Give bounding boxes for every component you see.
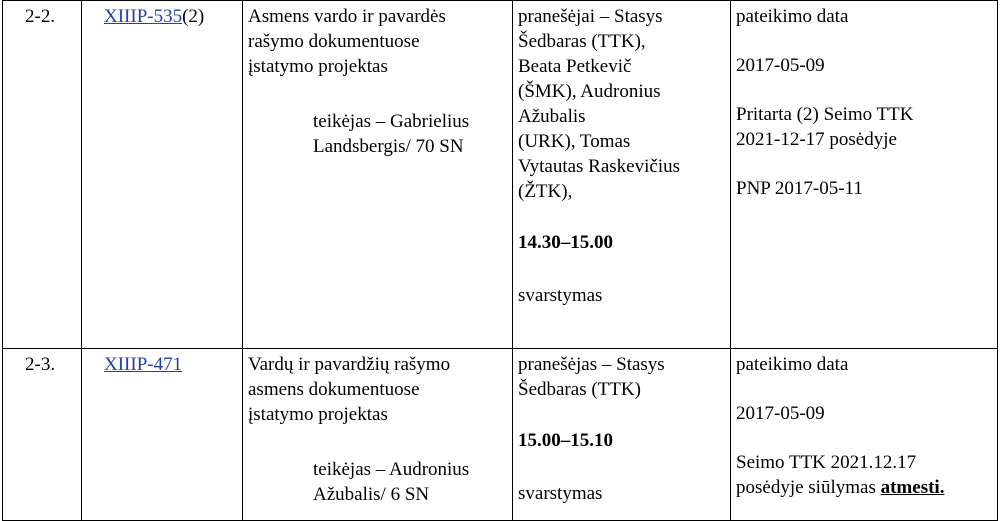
reporter-line: Šedbaras (TTK), [518,31,646,52]
project-code-link[interactable]: XIIIP-471 [104,354,183,375]
submitter-line: Landsbergis/ 70 SN [313,136,464,157]
table-row [3,349,998,521]
table-row [3,1,998,349]
reporters-cell [513,1,731,349]
project-title-cell [243,1,513,349]
status-line: 2021-12-17 posėdyje [736,129,897,150]
reject-text: atmesti. [880,477,945,498]
status-line: Pritarta (2) Seimo TTK [736,104,914,125]
reporter-line: Beata Petkevič [518,56,632,77]
project-code-suffix: (2) [182,6,205,27]
stage-label: svarstymas [518,285,603,306]
agenda-table [2,0,998,521]
reporter-line: (ŽTK), [518,181,573,202]
project-title-line: rašymo dokumentuose [248,31,420,52]
submission-date-label: pateikimo data [736,6,849,27]
row-number-cell [3,349,82,521]
stage-label: svarstymas [518,483,603,504]
project-title-line: Vardų ir pavardžių rašymo [248,354,451,375]
project-code-cell [82,349,243,521]
reporters-cell [513,349,731,521]
status-line [736,475,997,500]
project-title-line: įstatymo projektas [248,404,388,425]
submitter-line: teikėjas – Audronius [313,459,470,480]
project-title-cell [243,349,513,521]
project-title-line: įstatymo projektas [248,56,388,77]
project-title-line: asmens dokumentuose [248,379,420,400]
reporter-line: Vytautas Raskevičius [518,156,681,177]
submitter-line: teikėjas – Gabrielius [313,111,470,132]
row-number-cell [3,1,82,349]
submitter-line: Ažubalis/ 6 SN [313,484,430,505]
status-line: Seimo TTK 2021.12.17 [736,452,917,473]
project-code-cell [82,1,243,349]
submission-date-label: pateikimo data [736,354,849,375]
reporter-line: Ažubalis [518,106,586,127]
reporter-line: pranešėjas – Stasys [518,354,665,375]
reporter-line: (URK), Tomas [518,131,631,152]
status-prefix: posėdyje siūlymas [736,477,881,498]
info-cell [731,349,998,521]
submission-date: 2017-05-09 [736,55,825,76]
submitter [248,457,512,507]
project-code-link[interactable]: XIIIP-535 [104,6,183,27]
row-number: 2-2. [25,6,56,27]
info-cell [731,1,998,349]
time-slot: 14.30–15.00 [518,232,613,253]
reporter-line: (ŠMK), Audronius [518,81,661,102]
submitter [248,109,512,159]
project-title-line: Asmens vardo ir pavardės [248,6,446,27]
reporter-line: Šedbaras (TTK) [518,379,641,400]
row-number: 2-3. [25,354,56,375]
pnp-date: PNP 2017-05-11 [736,178,863,199]
time-slot: 15.00–15.10 [518,430,613,451]
submission-date: 2017-05-09 [736,403,825,424]
reporter-line: pranešėjai – Stasys [518,6,663,27]
